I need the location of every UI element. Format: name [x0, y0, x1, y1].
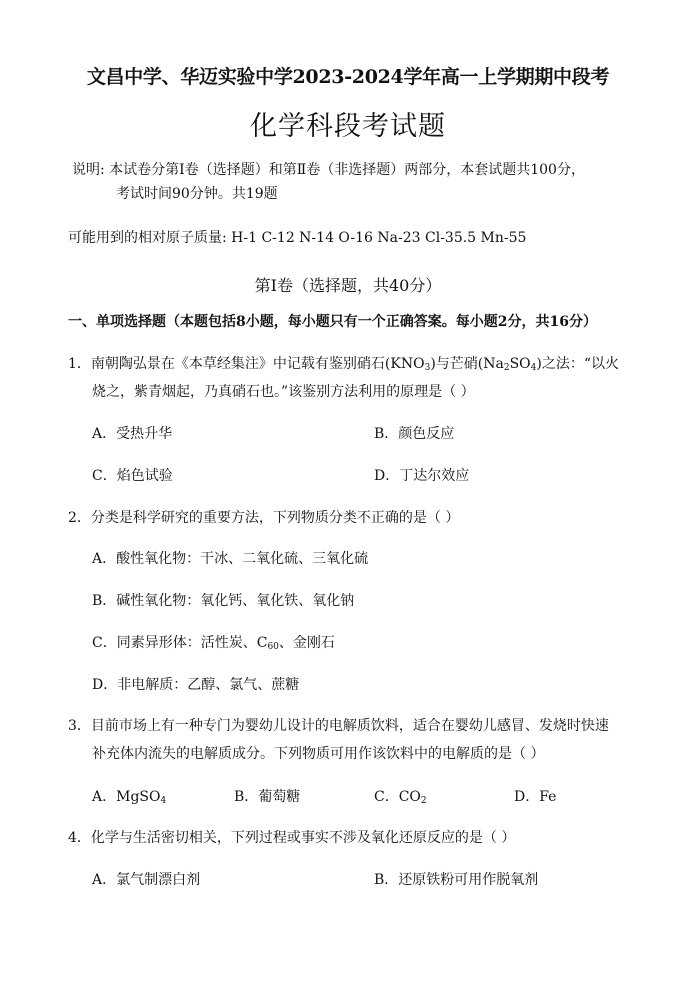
option-d[interactable]: D．Fe [514, 789, 557, 805]
question-2 [68, 508, 459, 528]
question-stem: 目前市场上有一种专门为婴幼儿设计的电解质饮料，适合在婴幼儿感冒、发烧时快速 [90, 718, 609, 734]
option-a[interactable]: A．受热升华 [92, 426, 173, 442]
question-number: 4． [68, 830, 91, 846]
instructions-label: 说明: [72, 162, 105, 178]
option-a[interactable]: A．酸性氧化物：干冰、二氧化硫、三氧化硫 [92, 551, 369, 567]
option-c[interactable]: C．$CO_2$ [374, 789, 427, 806]
section-title: 第Ⅰ卷（选择题，共40分） [254, 276, 442, 295]
option-b[interactable]: B．颜色反应 [374, 426, 455, 442]
question-3-stem-line2: 补充体内流失的电解质成分。下列物质可用作该饮料中的电解质的是（ ） [92, 746, 545, 762]
option-a[interactable]: A．氯气制漂白剂 [92, 872, 201, 888]
option-b[interactable]: B．碱性氧化物：氧化钙、氧化铁、氧化钠 [92, 593, 355, 609]
question-3 [68, 716, 609, 736]
option-a[interactable]: A．MgSO$_4$ [92, 789, 167, 806]
option-c[interactable]: C．焰色试验 [92, 468, 173, 484]
question-1 [68, 354, 619, 374]
question-4 [68, 828, 515, 848]
option-b[interactable]: B．葡萄糖 [234, 789, 301, 805]
option-c[interactable]: C．同素异形体：活性炭、$C_{60}$、金刚石 [92, 635, 335, 652]
question-number: 1． [68, 356, 91, 372]
question-stem: 化学与生活密切相关，下列过程或事实不涉及氧化还原反应的是（ ） [90, 830, 516, 846]
question-number: 3． [68, 718, 91, 734]
exam-title: 化学科段考试题 [250, 111, 446, 142]
atomic-masses [68, 228, 526, 248]
question-stem: 分类是科学研究的重要方法，下列物质分类不正确的是（ ） [90, 510, 460, 526]
question-number: 2． [68, 510, 91, 526]
option-b[interactable]: B．还原铁粉可用作脱氧剂 [374, 872, 539, 888]
school-header: 文昌中学、华迈实验中学2023-2024学年高一上学期期中段考 [86, 66, 610, 88]
option-d[interactable]: D．非电解质：乙醇、氯气、蔗糖 [92, 677, 300, 693]
instructions [72, 160, 585, 180]
atomic-masses-values: H-1 C-12 N-14 O-16 Na-23 Cl-35.5 Mn-55 [231, 230, 527, 246]
question-stem: 南朝陶弘景在《本草经集注》中记载有鉴别硝石$(KNO_3)$与芒硝$(Na_2SO_4)$之法：“以火 [90, 356, 620, 373]
instructions-line2: 考试时间90分钟。共19题 [116, 186, 278, 202]
option-d[interactable]: D．丁达尔效应 [374, 468, 470, 484]
question-1-stem-line2: 烧之，紫青烟起，乃真硝石也。”该鉴别方法利用的原理是（ ） [92, 384, 475, 400]
part-heading: 一、单项选择题（本题包括8小题，每小题只有一个正确答案。每小题2分，共16分） [68, 314, 597, 330]
atomic-masses-label: 可能用到的相对原子质量: [68, 230, 227, 246]
instructions-line1: 本试卷分第Ⅰ卷（选择题）和第Ⅱ卷（非选择题）两部分，本套试题共100分， [109, 162, 585, 178]
